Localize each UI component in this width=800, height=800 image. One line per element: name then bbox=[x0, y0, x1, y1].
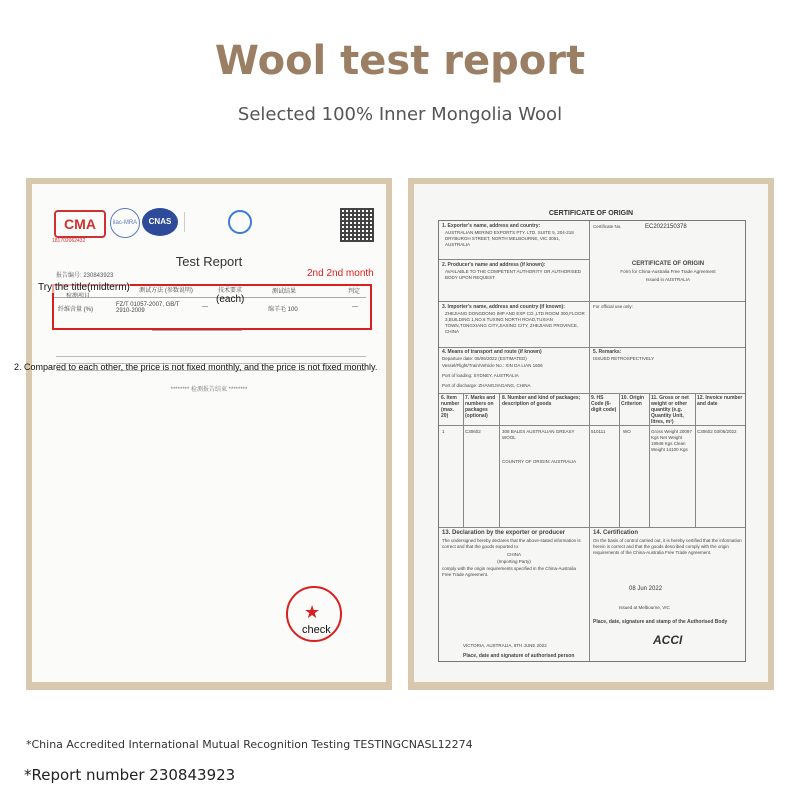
certificate-no-label: Certificate No. bbox=[593, 224, 622, 229]
certificate-subtitle: CERTIFICATE OF ORIGIN bbox=[631, 261, 705, 267]
column-line bbox=[619, 393, 620, 527]
section-line bbox=[439, 425, 745, 426]
test-report-frame bbox=[14, 178, 392, 690]
port-of-discharge: Port of discharge: ZHANGJIAGANG, CHINA bbox=[442, 383, 531, 388]
transport-label: 4. Means of transport and route (if known) bbox=[442, 349, 542, 355]
overlay-compare-text: 2. Compared to each other, the price is not fixed monthly, and the price is not fixed monthly. bbox=[14, 362, 378, 372]
contact-info-block bbox=[256, 212, 326, 232]
page-subtitle: Selected 100% Inner Mongolia Wool bbox=[237, 104, 563, 125]
table-header-method: 测试方法 (参数说明) bbox=[139, 288, 193, 294]
cma-logo: CMA bbox=[54, 210, 106, 238]
declaration-text: The undersigned hereby declares that the above-stated information is correct and that the goods exported to bbox=[442, 538, 581, 549]
column-line bbox=[589, 393, 590, 527]
declaration-comply: comply with the origin requirements specified in the China-Australia Free Trade Agreement. bbox=[442, 566, 577, 577]
table-header-requirement: 技术要求 bbox=[218, 288, 243, 294]
table-underline bbox=[152, 330, 242, 331]
producer-label: 2. Producer's name and address (if known): bbox=[442, 262, 546, 268]
lab-emblem-icon bbox=[228, 210, 252, 234]
official-use-label: For official use only: bbox=[593, 304, 633, 309]
logo-row bbox=[50, 206, 370, 246]
test-report-paper bbox=[14, 184, 386, 682]
table-header-judgement: 判定 bbox=[348, 289, 361, 295]
table-divider bbox=[54, 297, 366, 298]
declaration-place: VICTORIA, AUSTRALIA, 8TH JUNE 2022 bbox=[463, 643, 547, 648]
page-title: Wool test report bbox=[214, 38, 586, 84]
certificate-heading: CERTIFICATE OF ORIGIN bbox=[548, 210, 634, 217]
month-note: 2nd 2nd month bbox=[307, 268, 374, 279]
lab-info-block bbox=[184, 212, 225, 232]
declaration-importing: (Importing Party) bbox=[497, 559, 531, 564]
section-line bbox=[439, 259, 589, 260]
exporter-value: AUSTRALIAN MERINO EXPORTS PTY. LTD. SUITE 5, 204-218 DRYBURGH STREET, NORTH MELBOURNE, VIC 3051, AUSTRALIA bbox=[445, 230, 574, 247]
item-hs-code: 510111 bbox=[591, 429, 606, 434]
declaration-country: CHINA bbox=[506, 552, 521, 557]
certificate-form-line: Form for China-Australia Free Trade Agreement bbox=[620, 269, 716, 274]
section-line bbox=[439, 301, 745, 302]
table-cell-judgement: — bbox=[352, 304, 358, 310]
column-line bbox=[649, 393, 650, 527]
table-cell-item: 纤维含量 (%) bbox=[58, 307, 93, 313]
port-of-loading: Port of loading: SYDNEY, AUSTRALIA bbox=[442, 373, 519, 378]
column-hs-code: 9. HS Code (6-digit code) bbox=[591, 395, 617, 413]
split-line bbox=[589, 527, 590, 661]
country-of-origin: COUNTRY OF ORIGIN: AUSTRALIA bbox=[502, 459, 577, 464]
table-header-item: 检测项目 bbox=[66, 293, 91, 299]
certification-label: 14. Certification bbox=[593, 530, 639, 536]
certificate-issued-in: Issued in AUSTRALIA bbox=[645, 277, 691, 282]
column-line bbox=[463, 393, 464, 527]
remarks-value: ISSUED RETROSPECTIVELY bbox=[593, 356, 655, 361]
column-line bbox=[499, 393, 500, 527]
column-item-number: 6. Item number (max. 20) bbox=[441, 395, 460, 419]
item-marks: C30602 bbox=[465, 429, 481, 434]
section-line bbox=[439, 527, 745, 528]
item-criterion: WO bbox=[623, 429, 631, 434]
table-header-result: 测试结果 bbox=[272, 289, 297, 295]
split-line bbox=[589, 347, 590, 393]
report-number-small: 报告编号: 230843923 bbox=[56, 273, 114, 279]
producer-value: AVAILABLE TO THE COMPETENT AUTHORITY OR AUTHORISED BODY UPON REQUEST bbox=[445, 269, 581, 280]
column-origin-criterion: 10. Origin Criterion bbox=[621, 395, 645, 407]
acci-logo: ACCI bbox=[653, 633, 683, 647]
certification-text: On the basis of control carried out, it is hereby certified that the information herein is correct and that the goods described comply with the origin requirements of the China-Australia Free Trade Agreement. bbox=[593, 538, 742, 555]
issued-melbourne: Issued at Melbourne, VIC bbox=[619, 605, 670, 610]
overlay-check-text: check bbox=[302, 624, 331, 636]
section-line bbox=[439, 393, 745, 394]
item-invoice: C30602 03/06/2022 bbox=[697, 429, 737, 434]
vessel-number: Vessel/Flight/Train/Vehicle No.: XIN DA LIAN 1606 bbox=[442, 363, 543, 368]
column-weight: 11. Gross or net weight or other quantity (e.g. Quantity Unit, litres, m³) bbox=[651, 395, 689, 425]
table-cell-requirement: — bbox=[202, 304, 208, 310]
certificate-frame bbox=[408, 178, 774, 690]
item-number: 1 bbox=[442, 429, 445, 434]
report-end-mark: ******** 检测报告结束 ******** bbox=[170, 387, 248, 393]
table-cell-result: 绵羊毛 100 bbox=[268, 307, 298, 313]
column-invoice: 12. Invoice number and date bbox=[697, 395, 743, 407]
test-report-title: Test Report bbox=[175, 254, 243, 269]
section-line bbox=[439, 347, 745, 348]
declaration-sign-label: Place, date and signature of authorised person bbox=[463, 653, 575, 659]
certificate-no: EC2022150378 bbox=[645, 224, 687, 230]
table-cell-method: FZ/T 01057-2007, GB/T 2910-2009 bbox=[116, 302, 180, 314]
certificate-paper bbox=[414, 184, 768, 682]
overlay-each-text: (each) bbox=[216, 294, 245, 305]
cnas-logo: CNAS bbox=[142, 208, 178, 236]
remarks-label: 5. Remarks: bbox=[593, 349, 622, 355]
cma-number: 181702062432 bbox=[52, 238, 86, 244]
accredited-note: *China Accredited International Mutual Recognition Testing TESTINGCNASL12274 bbox=[26, 738, 473, 751]
importer-label: 3. Importer's name, address and country (if known): bbox=[442, 304, 565, 310]
exporter-label: 1. Exporter's name, address and country: bbox=[442, 223, 541, 229]
star-icon: ★ bbox=[304, 602, 321, 622]
report-number: *Report number 230843923 bbox=[24, 766, 236, 784]
column-description: 8. Number and kind of packages; description of goods bbox=[502, 395, 581, 407]
column-line bbox=[695, 393, 696, 527]
qr-code-icon bbox=[340, 208, 374, 242]
split-line bbox=[589, 221, 590, 347]
certificate-box bbox=[438, 220, 746, 662]
certification-date: 08 Jun 2022 bbox=[629, 586, 663, 592]
declaration-label: 13. Declaration by the exporter or producer bbox=[442, 530, 566, 536]
certification-sign-label: Place, date, signature and stamp of the Authorised Body bbox=[593, 619, 728, 625]
departure-date: Departure date: 05/06/2022 (ESTIMATED) bbox=[442, 356, 527, 361]
ilac-logo: ilac-MRA bbox=[110, 208, 140, 238]
importer-value: ZHEJIANG DONGDONG IMP AND EXP CO.,LTD ROOM 300,FLOOR 3,BUILDING 1,NO.6 TUXING NORTH ROAD,TUXIAN TOWN,TONGXIANG CITY,JIAXING CITY, ZHEJIANG PROVINCE, CHINA bbox=[445, 311, 585, 334]
overlay-title-text: Try the title(midterm) bbox=[38, 282, 130, 293]
item-weight: Gross Weight 20097 Kgs Net Weight 19948 Kgs Clean Weight 14100 Kgs bbox=[651, 429, 692, 452]
column-marks: 7. Marks and numbers on packages (optional) bbox=[465, 395, 496, 419]
item-description: 308 BALES AUSTRALIAN GREASY WOOL bbox=[502, 429, 575, 440]
